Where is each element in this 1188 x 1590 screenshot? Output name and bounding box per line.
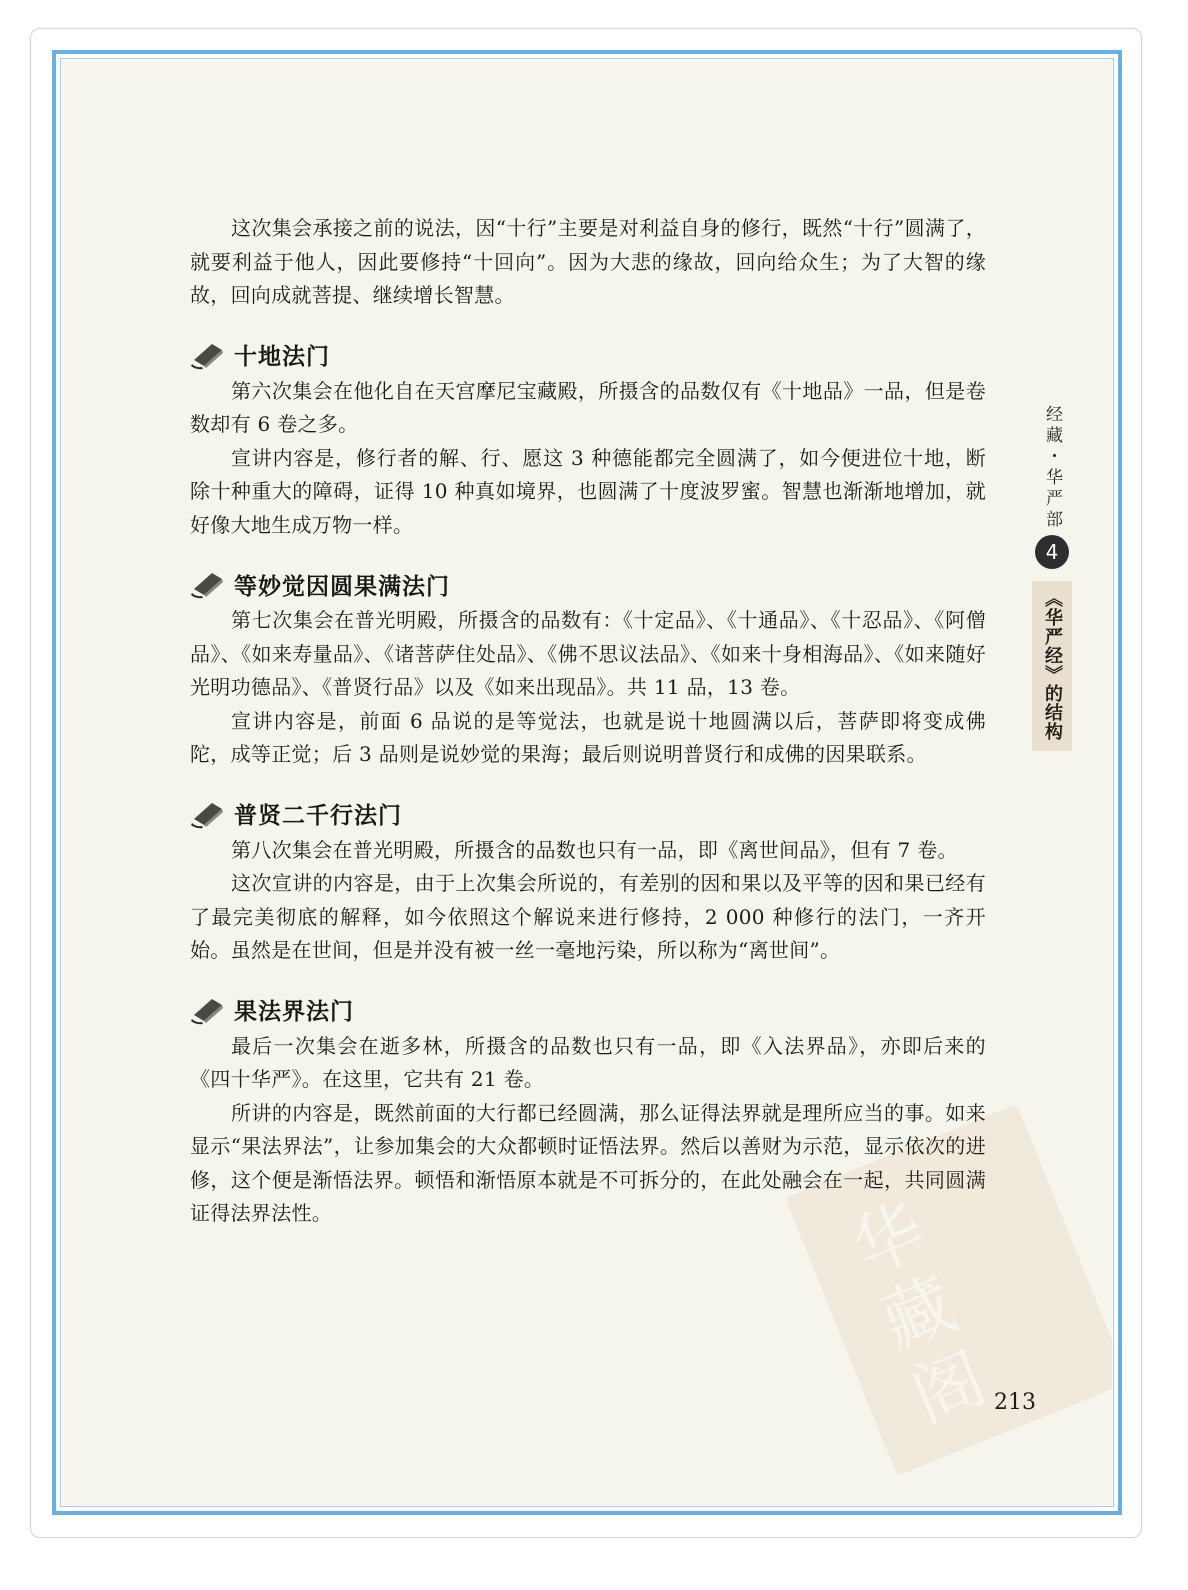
page-content xyxy=(190,212,986,1231)
section-heading xyxy=(190,992,986,1028)
section-heading xyxy=(190,566,986,602)
side-chapter-tab xyxy=(1030,405,1074,751)
section-paragraph: 最后一次集会在逝多林，所摄含的品数也只有一品，即《入法界品》，亦即后来的《四十华严》。在这里，它共有 21 卷。 xyxy=(190,1033,986,1091)
section-dengmiaojue xyxy=(190,566,986,772)
section-paragraph: 第六次集会在他化自在天宫摩尼宝藏殿，所摄含的品数仅有《十地品》一品，但是卷数却有 6 卷之多。 xyxy=(190,378,986,436)
book-page xyxy=(62,60,1112,1505)
section-title: 普贤二千行法门 xyxy=(234,803,402,829)
intro-paragraph: 这次集会承接之前的说法，因“十行”主要是对利益自身的修行，既然“十行”圆满了，就要利益于他人，因此要修持“十回向”。因为大悲的缘故，回向给众生；为了大智的缘故，回向成就菩提、继续增长智慧。 xyxy=(190,216,986,307)
section-guofajie xyxy=(190,992,986,1231)
watermark-stamp-art: 华藏阁 xyxy=(831,1191,998,1445)
scroll-book-icon xyxy=(190,995,226,1025)
chapter-title: 《华严经》的结构 xyxy=(1042,589,1063,741)
chapter-number-badge: 4 xyxy=(1035,535,1069,569)
side-section-label: 经藏・华严部 xyxy=(1042,405,1062,531)
scroll-book-icon xyxy=(190,340,226,370)
section-title: 果法界法门 xyxy=(234,999,354,1025)
section-title: 十地法门 xyxy=(234,344,330,370)
section-paragraph: 所讲的内容是，既然前面的大行都已经圆满，那么证得法界就是理所应当的事。如来显示“果法界法”，让参加集会的大众都顿时证悟法界。然后以善财为示范，显示依次的进修，这个便是渐悟法界。顿悟和渐悟原本就是不可拆分的，在此处融会在一起，共同圆满证得法界法性。 xyxy=(190,1100,986,1225)
section-heading xyxy=(190,796,986,832)
section-paragraph: 第七次集会在普光明殿，所摄含的品数有：《十定品》、《十通品》、《十忍品》、《阿僧品》、《如来寿量品》、《诸菩萨住处品》、《佛不思议法品》、《如来十身相海品》、《如来随好光明功德品》、《普贤行品》以及《如来出现品》。共 11 品，13 卷。 xyxy=(190,608,986,699)
section-puxian xyxy=(190,796,986,968)
section-paragraph: 第八次集会在普光明殿，所摄含的品数也只有一品，即《离世间品》，但有 7 卷。 xyxy=(231,837,958,862)
scroll-book-icon xyxy=(190,799,226,829)
page-number: 213 xyxy=(994,1390,1036,1415)
scroll-book-icon xyxy=(190,569,226,599)
section-paragraph: 这次宣讲的内容是，由于上次集会所说的，有差别的因和果以及平等的因和果已经有了最完美彻底的解释，如今依照这个解说来进行修持，2 000 种修行的法门，一齐开始。虽然是在世间，但是并没有被一丝一毫地污染，所以称为“离世间”。 xyxy=(190,871,986,962)
section-paragraph: 宣讲内容是，修行者的解、行、愿这 3 种德能都完全圆满了，如今便进位十地，断除十种重大的障碍，证得 10 种真如境界，也圆满了十度波罗蜜。智慧也渐渐地增加，就好像大地生成万物一样。 xyxy=(190,445,986,537)
section-title: 等妙觉因圆果满法门 xyxy=(234,573,450,600)
section-paragraph: 宣讲内容是，前面 6 品说的是等觉法，也就是说十地圆满以后，菩萨即将变成佛陀，成等正觉；后 3 品则是说妙觉的果海；最后则说明普贤行和成佛的因果联系。 xyxy=(190,708,986,766)
chapter-title-box xyxy=(1032,581,1072,751)
section-shidi xyxy=(190,337,986,543)
section-heading xyxy=(190,337,986,373)
